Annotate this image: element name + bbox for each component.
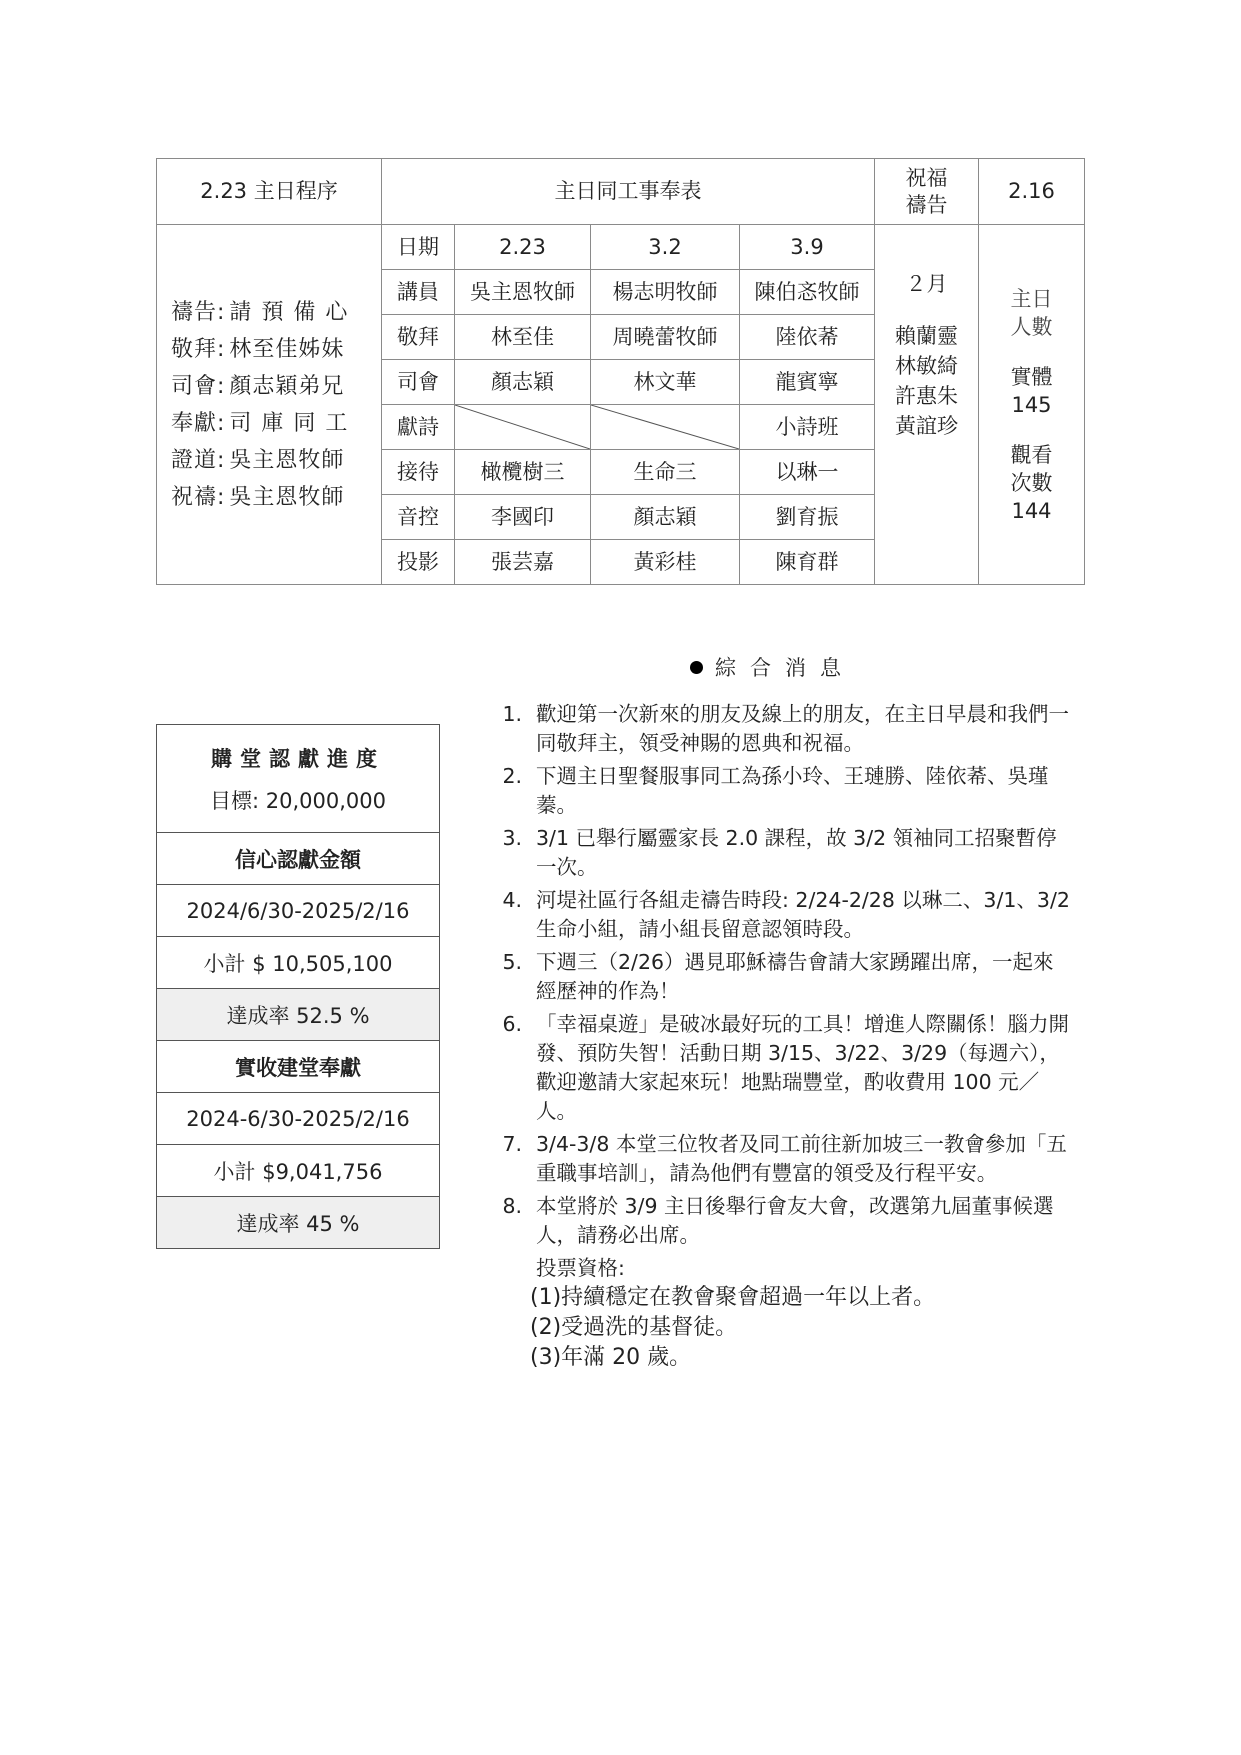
blessing-title: 祝福 禱告 [875,159,979,225]
program-person: 林至佳姊妹 [229,336,345,362]
news-item-number: 5. [502,950,522,974]
role-label: 敬拜 [382,315,455,360]
actual-rate: 達成率 45 % [157,1196,439,1248]
role-label: 音控 [382,495,455,540]
qualification-label: 投票資格: [536,1256,625,1280]
roster-cell: 林至佳 [455,315,591,360]
blessing-name: 賴蘭靈 [895,324,958,348]
program-role: 祝禱: [171,484,226,510]
role-label: 講員 [382,270,455,315]
roster-cell: 以琳一 [740,450,875,495]
program-item [171,479,379,516]
role-label: 投影 [382,540,455,585]
program-role: 證道: [171,447,226,473]
program-person: 司庫同工 [229,410,358,436]
bullet-dot-icon [690,661,703,674]
roster-date: 2.23 [455,225,591,270]
roster-cell: 生命三 [591,450,740,495]
qualification-item: (2)受過洗的基督徒。 [530,1315,738,1340]
news-item [492,948,1072,1006]
empty-cell-diagonal [455,405,591,450]
news-item [492,762,1072,820]
progress-goal: 目標: 20,000,000 [210,788,386,813]
news-item-number: 8. [502,1194,522,1218]
news-item-text: 3/1 已舉行屬靈家長 2.0 課程，故 3/2 領袖同工招聚暫停一次。 [536,826,1057,879]
roster-cell: 林文華 [591,360,740,405]
pledge-rate: 達成率 52.5 % [157,988,439,1040]
program-item [171,331,379,368]
roster-cell: 陸依莃 [740,315,875,360]
roster-title: 主日同工事奉表 [382,159,875,225]
roster-cell: 周曉蕾牧師 [591,315,740,360]
news-heading: 綜合消息 [690,652,855,682]
news-item-text: 河堤社區行各組走禱告時段: 2/24-2/28 以琳二、3/1、3/2 生命小組，請小組長留意認領時段。 [536,888,1070,941]
program-role: 禱告: [171,299,226,325]
roster-cell: 黃彩桂 [591,540,740,585]
news-item-number: 7. [502,1132,522,1156]
news-item [492,1130,1072,1188]
progress-title: 購堂認獻進度 [211,746,385,771]
program-item [171,368,379,405]
program-role: 司會: [171,373,226,399]
news-item-text: 歡迎第一次新來的朋友及線上的朋友，在主日早晨和我們一同敬拜主，領受神賜的恩典和祝福。 [536,702,1069,755]
program-person: 請預備心 [229,299,358,325]
program-person: 吳主恩牧師 [229,484,345,510]
program-role: 敬拜: [171,336,226,362]
program-role: 奉獻: [171,410,226,436]
blessing-names [875,225,979,585]
blessing-date: 2.16 [979,159,1085,225]
program-item [171,405,379,442]
building-fund-progress [156,724,440,1249]
voting-qualifications [492,1254,1072,1373]
roster-cell: 小詩班 [740,405,875,450]
roster-cell: 龍賓寧 [740,360,875,405]
actual-period: 2024-6/30-2025/2/16 [157,1092,439,1144]
physical-value: 145 [1011,393,1052,417]
pledge-period: 2024/6/30-2025/2/16 [157,884,439,936]
roster-cell: 顏志穎 [591,495,740,540]
news-item-text: 「幸福桌遊」是破冰最好玩的工具！增進人際關係！腦力開發、預防失智！活動日期 3/15、3/22、3/29（每週六），歡迎邀請大家起來玩！地點瑞豐堂，酌收費用 100 元／人。 [536,1012,1069,1123]
roster-cell: 吳主恩牧師 [455,270,591,315]
news-item-text: 下週主日聖餐服事同工為孫小玲、王璉勝、陸依莃、吳瑾蓁。 [536,764,1049,817]
roster-cell: 陳伯忞牧師 [740,270,875,315]
blessing-name: 許惠朱 [895,384,958,408]
blessing-name: 林敏綺 [895,354,958,378]
qualification-item: (1)持續穩定在教會聚會超過一年以上者。 [530,1285,936,1310]
program-person: 顏志穎弟兄 [229,373,345,399]
qualification-item: (3)年滿 20 歲。 [530,1345,692,1370]
blessing-name: 黃誼珍 [895,414,958,438]
pledge-title: 信心認獻金額 [157,832,439,884]
news-item [492,824,1072,882]
actual-title: 實收建堂奉獻 [157,1040,439,1092]
program-item [171,442,379,479]
news-item [492,886,1072,944]
news-list [492,700,1072,1373]
program-person: 吳主恩牧師 [229,447,345,473]
roster-cell: 劉育振 [740,495,875,540]
news-item-number: 2. [502,764,522,788]
roster-cell: 顏志穎 [455,360,591,405]
roster-date: 3.9 [740,225,875,270]
news-item-number: 4. [502,888,522,912]
views-value: 144 [1011,499,1052,523]
date-label: 日期 [382,225,455,270]
roster-cell: 橄欖樹三 [455,450,591,495]
pledge-subtotal: 小計 $ 10,505,100 [157,936,439,988]
program-title: 2.23 主日程序 [157,159,382,225]
roster-cell: 張芸嘉 [455,540,591,585]
role-label: 司會 [382,360,455,405]
roster-date: 3.2 [591,225,740,270]
news-item-text: 3/4-3/8 本堂三位牧者及同工前往新加坡三一教會參加「五重職事培訓」，請為他們有豐富的領受及行程平安。 [536,1132,1067,1185]
roster-table [156,158,1085,585]
news-item-number: 1. [502,702,522,726]
program-list [157,225,382,585]
news-item-text: 下週三（2/26）遇見耶穌禱告會請大家踴躍出席，一起來經歷神的作為！ [536,950,1054,1003]
news-item-number: 3. [502,826,522,850]
news-item [492,1010,1072,1126]
roster-cell: 李國印 [455,495,591,540]
roster-cell: 楊志明牧師 [591,270,740,315]
blessing-month: ２月 [905,272,948,296]
roster-cell: 陳育群 [740,540,875,585]
attendance: 主日 人數 實體 145 觀看 次數 144 [979,225,1085,585]
empty-cell-diagonal [591,405,740,450]
actual-subtotal: 小計 $9,041,756 [157,1144,439,1196]
news-item-text: 本堂將於 3/9 主日後舉行會友大會，改選第九屆董事候選人，請務必出席。 [536,1194,1054,1247]
news-item [492,700,1072,758]
program-item [171,294,379,331]
news-item-number: 6. [502,1012,522,1036]
role-label: 獻詩 [382,405,455,450]
physical-label: 實體 [1010,365,1053,389]
news-item [492,1192,1072,1250]
role-label: 接待 [382,450,455,495]
